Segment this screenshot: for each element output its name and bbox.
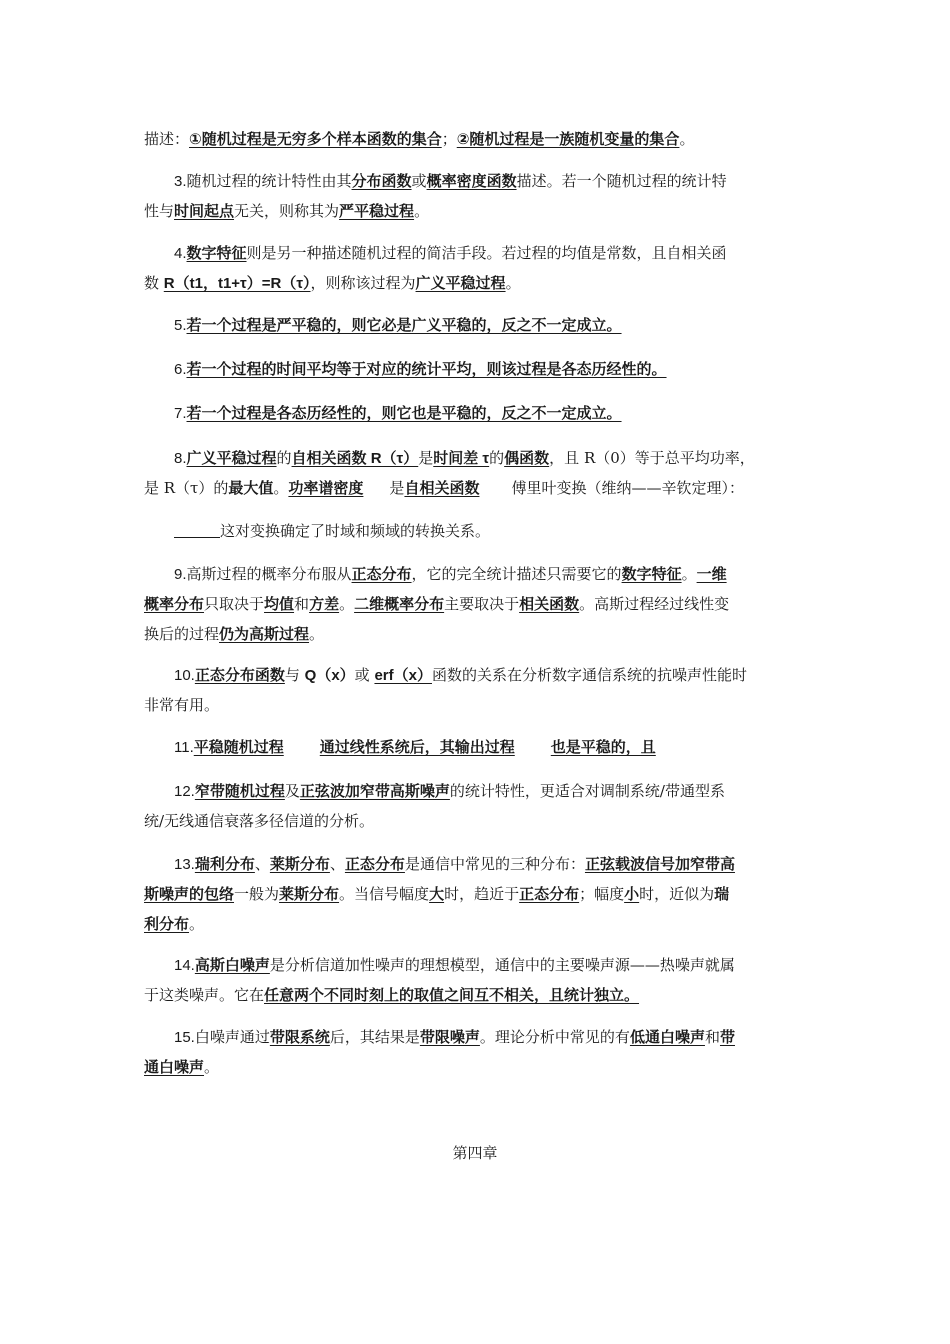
text: 无关，则称其为 <box>234 202 340 220</box>
paragraph-4 <box>144 238 810 298</box>
text: 。 <box>273 479 289 497</box>
key-term: 莱斯分布 <box>269 856 330 873</box>
key-term: 正弦波加窄带高斯噪声 <box>299 783 450 800</box>
text: 。 <box>309 625 325 643</box>
text: 函数的关系在分析数字通信系统的抗噪声性能时 <box>431 666 747 684</box>
text: 时，近似为 <box>639 885 715 903</box>
text: 。高斯过程经过线性变 <box>579 595 730 613</box>
text: 与 <box>284 666 305 684</box>
text: 是通信中常见的三种分布： <box>404 855 585 873</box>
key-term: 瑞 <box>714 886 730 903</box>
paragraph-8 <box>144 443 810 503</box>
key-term: 自相关函数 <box>404 480 480 497</box>
key-term: 广义平稳过程 <box>186 450 277 467</box>
text: 是 R（τ）的 <box>144 479 229 497</box>
key-term: 偶函数 <box>504 450 550 467</box>
key-term: 自相关函数 R（τ） <box>291 450 419 467</box>
key-term: 通白噪声 <box>144 1059 205 1076</box>
key-term: 斯噪声的包络 <box>144 886 235 903</box>
text: 傅里叶变换（维纳——辛钦定理）： <box>511 479 744 497</box>
item-number: 7. <box>174 405 187 422</box>
item-number: 9. <box>174 566 187 583</box>
key-term: 功率谱密度 <box>288 480 364 497</box>
key-term: 概率密度函数 <box>426 173 517 190</box>
paragraph-14 <box>144 950 810 1010</box>
text: 数 <box>144 274 164 292</box>
item-number: 15. <box>174 1029 195 1046</box>
key-term: erf（x） <box>374 667 432 684</box>
text: 一般为 <box>234 885 280 903</box>
text: ；幅度 <box>579 885 625 903</box>
text: 描述： <box>144 130 190 148</box>
text: 。理论分析中常见的有 <box>479 1028 630 1046</box>
key-term: 仍为高斯过程 <box>219 626 310 643</box>
text: 后，其结果是 <box>329 1028 420 1046</box>
key-term: 若一个过程的时间平均等于对应的统计平均，则该过程是各态历经性的。 <box>186 361 667 378</box>
text: 非常有用。 <box>144 696 220 714</box>
item-number: 6. <box>174 361 187 378</box>
key-term: 分布函数 <box>351 173 412 190</box>
key-term: 任意两个不同时刻上的取值之间互不相关，且统计独立。 <box>264 987 640 1004</box>
text: 的统计特性，更适合对调制系统/带通型系 <box>449 782 725 800</box>
text: 或 <box>354 666 375 684</box>
item-number: 10. <box>174 667 195 684</box>
text: ，且 R（0）等于总平均功率， <box>549 449 755 467</box>
text: 、 <box>329 855 345 873</box>
paragraph-5 <box>144 310 810 340</box>
key-term: 严平稳过程 <box>339 203 415 220</box>
key-term: 若一个过程是各态历经性的，则它也是平稳的，反之不一定成立。 <box>186 405 622 422</box>
key-term: 瑞利分布 <box>194 856 255 873</box>
key-term: 平稳随机过程 通过线性系统后，其输出过程 也是平稳的，且 <box>193 739 656 756</box>
text: 高斯过程的概率分布服从 <box>186 565 352 583</box>
text: ； <box>441 130 457 148</box>
key-term: 二维概率分布 <box>354 596 445 613</box>
text: 这对变换确定了时域和频域的转换关系。 <box>220 522 491 540</box>
item-number: 4. <box>174 245 187 262</box>
key-term: 最大值 <box>228 480 274 497</box>
chapter-heading: 第四章 <box>452 1144 498 1162</box>
text: 只取决于 <box>204 595 265 613</box>
item-number: 12. <box>174 783 195 800</box>
text: 或 <box>411 172 427 190</box>
text: 。 <box>339 595 355 613</box>
key-term: 正态分布 <box>519 886 580 903</box>
item-number: 13. <box>174 856 195 873</box>
key-term: 一维 <box>696 566 727 583</box>
text: 和 <box>294 595 310 613</box>
key-term: 广义平稳过程 <box>415 275 506 292</box>
key-term: 正态分布函数 <box>194 667 285 684</box>
key-term: 带限系统 <box>269 1029 330 1046</box>
key-term: Q（x） <box>304 667 355 684</box>
paragraph-7 <box>144 398 810 428</box>
text: 的 <box>276 449 292 467</box>
item-number: 8. <box>174 450 187 467</box>
key-term: 带限噪声 <box>419 1029 480 1046</box>
text: 则是另一种描述随机过程的简洁手段。若过程的均值是常数，且自相关函 <box>246 244 727 262</box>
key-term: 概率分布 <box>144 596 205 613</box>
text: 随机过程的统计特性由其 <box>186 172 352 190</box>
key-term: 方差 <box>309 596 340 613</box>
key-term: 正态分布 <box>351 566 412 583</box>
blank-underline <box>174 523 220 538</box>
item-number: 5. <box>174 317 187 334</box>
text: 。 <box>189 915 205 933</box>
key-term: 莱斯分布 <box>279 886 340 903</box>
key-term: 高斯白噪声 <box>194 957 270 974</box>
paragraph-12 <box>144 776 810 836</box>
text: 。 <box>414 202 430 220</box>
paragraph-10 <box>144 660 810 720</box>
text: 。 <box>204 1058 220 1076</box>
text: 白噪声通过 <box>194 1028 270 1046</box>
paragraph-11 <box>144 732 810 762</box>
text: 。 <box>505 274 521 292</box>
paragraph-13 <box>144 849 810 939</box>
paragraph-9 <box>144 559 810 649</box>
text: 是 <box>389 479 405 497</box>
key-term: ②随机过程是一族随机变量的集合 <box>456 131 680 148</box>
key-term: 时间差 τ <box>433 450 490 467</box>
text: 换后的过程 <box>144 625 220 643</box>
text: 统/无线通信衰落多径信道的分析。 <box>144 812 375 830</box>
key-term: 时间起点 <box>174 203 235 220</box>
key-term: 低通白噪声 <box>629 1029 705 1046</box>
key-term: 正态分布 <box>344 856 405 873</box>
key-term: 若一个过程是严平稳的，则它必是广义平稳的，反之不一定成立。 <box>186 317 622 334</box>
text: 。 <box>679 130 695 148</box>
text: ，它的完全统计描述只需要它的 <box>411 565 622 583</box>
paragraph-6 <box>144 354 810 384</box>
paragraph-intro <box>144 124 810 154</box>
key-term: 均值 <box>264 596 295 613</box>
item-number: 14. <box>174 957 195 974</box>
key-term: 带 <box>719 1029 735 1046</box>
key-term: 大 <box>429 886 445 903</box>
text: 是 <box>418 449 434 467</box>
key-term: ①随机过程是无穷多个样本函数的集合 <box>189 131 442 148</box>
text: 性与 <box>144 202 175 220</box>
paragraph-15 <box>144 1022 810 1082</box>
text: 和 <box>704 1028 720 1046</box>
key-term: 相关函数 <box>519 596 580 613</box>
text: 主要取决于 <box>444 595 520 613</box>
key-term: R（t1，t1+τ）=R（τ） <box>163 275 311 292</box>
text: 、 <box>254 855 270 873</box>
text: 。当信号幅度 <box>339 885 430 903</box>
key-term: 窄带随机过程 <box>194 783 285 800</box>
paragraph-3 <box>144 166 810 226</box>
key-term: 小 <box>624 886 640 903</box>
key-term: 数字特征 <box>621 566 682 583</box>
key-term: 正弦载波信号加窄带高 <box>584 856 735 873</box>
text: 时，趋近于 <box>444 885 520 903</box>
text: 描述。若一个随机过程的统计特 <box>516 172 727 190</box>
key-term: 利分布 <box>144 916 190 933</box>
text: 于这类噪声。它在 <box>144 986 265 1004</box>
text: 及 <box>284 782 300 800</box>
key-term: 数字特征 <box>186 245 247 262</box>
item-number: 11. <box>174 739 194 756</box>
paragraph-8-continued <box>144 516 810 546</box>
text: ，则称该过程为 <box>310 274 416 292</box>
text: 是分析信道加性噪声的理想模型，通信中的主要噪声源——热噪声就属 <box>269 956 735 974</box>
text: 。 <box>681 565 697 583</box>
item-number: 3. <box>174 173 187 190</box>
text: 的 <box>489 449 505 467</box>
